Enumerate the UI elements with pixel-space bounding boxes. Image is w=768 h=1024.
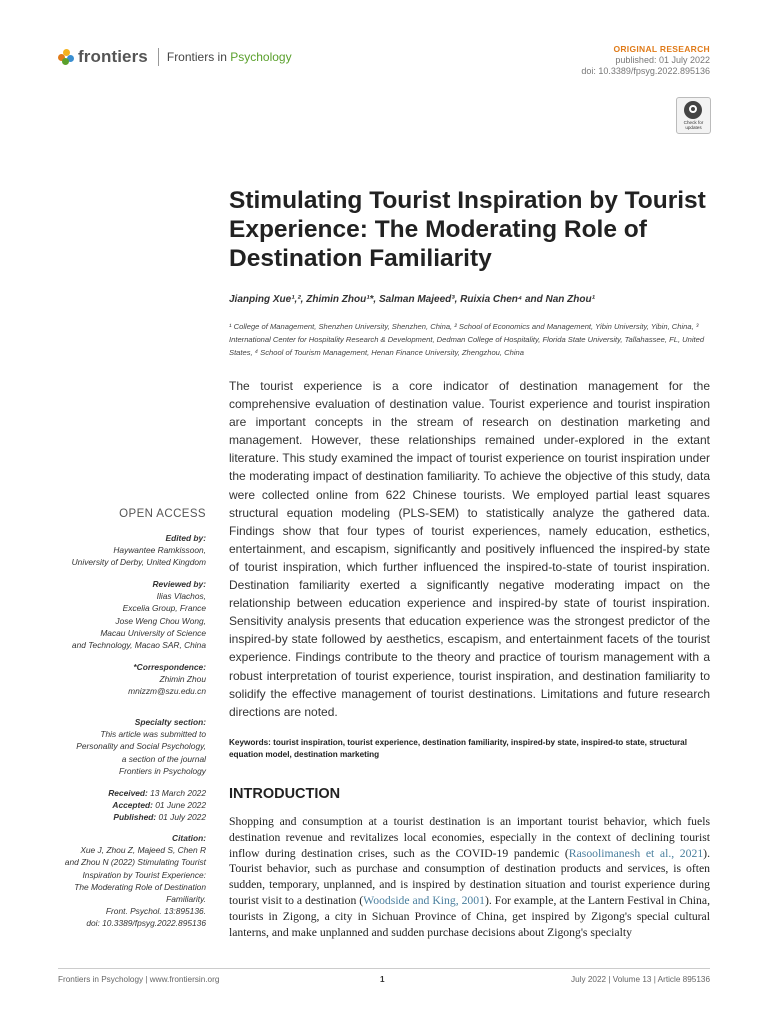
footer-volume: July 2022 | Volume 13 | Article 895136: [571, 975, 710, 984]
check-for-updates-badge[interactable]: [676, 97, 711, 134]
received-line: [108, 787, 206, 799]
footer-journal[interactable]: Frontiers in Psychology | www.frontiersin.org: [58, 975, 220, 984]
introduction-text: [229, 814, 710, 940]
article-type: ORIGINAL RESEARCH: [613, 44, 710, 54]
citation-line: Familiarity.: [166, 894, 206, 905]
open-access-label: OPEN ACCESS: [119, 508, 206, 520]
intro-text-part: Shopping and consumption at a tourist destination is an important tourist behavior, which fuels destination revenue and revitalizes local economies, especially in the context of declining tourist inflow during destination crises, such as the COVID-19 pandemic (: [229, 815, 710, 860]
citation-line: The Moderating Role of Destination: [74, 881, 206, 892]
accepted-line: [108, 799, 206, 811]
edited-by-block: [72, 532, 206, 569]
article-doi[interactable]: doi: 10.3389/fpsyg.2022.895136: [581, 66, 710, 76]
journal-logo[interactable]: [58, 44, 292, 70]
journal-subject: Psychology: [230, 50, 292, 64]
correspondence-name: Zhimin Zhou: [159, 674, 206, 685]
reviewer-line: Excelia Group, France: [122, 603, 206, 614]
article-meta: [581, 44, 710, 77]
keywords-list: tourist inspiration, tourist experience, destination familiarity, inspired-by state, inspired-to state, structural equation model, destination marketing: [229, 738, 687, 760]
reviewer-line: Macau University of Science: [100, 627, 206, 638]
page-number: 1: [380, 975, 385, 984]
check-line-2: updates: [685, 125, 702, 131]
citation-label: Citation:: [172, 833, 206, 843]
intro-text-part: ). Tourist behavior, such as purchase and consumption of destination products and services, is often sudden, temporary, unplanned, and is inspired by destination situation and tourist experience during tourist visit to a destination (: [229, 846, 710, 907]
citation-line: and Zhou N (2022) Stimulating Tourist: [64, 857, 206, 868]
correspondence-block: [128, 661, 206, 698]
check-line-1: Check for: [683, 120, 704, 125]
received-label: Received:: [108, 788, 148, 798]
specialty-label: Specialty section:: [134, 717, 206, 727]
footer-divider: [58, 968, 710, 969]
brand-name: frontiers: [78, 47, 148, 66]
citation-line: Xue J, Zhou Z, Majeed S, Chen R: [80, 845, 206, 856]
published-label: Published:: [113, 812, 157, 823]
journal-prefix: Frontiers in: [166, 50, 231, 64]
specialty-section-block: [76, 716, 206, 777]
published-date: published: 01 July 2022: [615, 55, 710, 65]
check-updates-icon: [684, 101, 702, 119]
citation-block: [65, 832, 206, 930]
citation-link[interactable]: Woodside and King, 2001: [363, 893, 485, 907]
reviewer-line: Ilias Vlachos,: [156, 591, 206, 602]
specialty-line: a section of the journal: [121, 753, 206, 764]
reviewed-by-block: [72, 578, 206, 651]
specialty-line: Personality and Social Psychology,: [76, 741, 206, 752]
reviewed-by-label: Reviewed by:: [152, 579, 206, 589]
dates-block: [108, 787, 206, 824]
keywords-label: Keywords:: [229, 738, 271, 747]
article-title: Stimulating Tourist Inspiration by Tourist Experience: The Moderating Role of Destination Familiarity: [229, 187, 706, 272]
logo-divider: [158, 48, 159, 66]
section-heading-introduction: INTRODUCTION: [229, 786, 341, 802]
specialty-line: This article was submitted to: [100, 729, 206, 740]
author-list: Jianping Xue¹,², Zhimin Zhou¹*, Salman Majeed³, Ruixia Chen⁴ and Nan Zhou¹: [229, 294, 595, 305]
edited-by-label: Edited by:: [165, 533, 206, 543]
editor-line: Haywantee Ramkissoon,: [113, 545, 206, 556]
citation-line: Front. Psychol. 13:895136.: [105, 906, 206, 917]
specialty-line: Frontiers in Psychology: [118, 765, 206, 776]
intro-text-part: ). For example, at the Lantern Festival in China, tourists in Zigong, a city in Sichuan Province of China, get inspired by Zigong's special cultural lanterns, and make unplanned and sudden purchase decisions about Zigong's specialty: [229, 893, 710, 939]
frontiers-logo-icon: [58, 49, 74, 65]
correspondence-label: *Correspondence:: [133, 662, 206, 672]
received-date: 13 March 2022: [150, 788, 206, 798]
published-date-side: 01 July 2022: [158, 812, 206, 823]
reviewer-line: and Technology, Macao SAR, China: [71, 640, 206, 651]
citation-link[interactable]: Rasoolimanesh et al., 2021: [568, 846, 704, 860]
abstract: The tourist experience is a core indicator of destination management for the comprehensive evaluation of destination value. Tourist experience and tourist inspiration are important concepts in the stream of research on destination marketing and management. However, these relationships remained under-explored in the extant literature. This study examined the impact of tourist experience on tourist inspiration under the moderating impact of destination familiarity. To achieve the objective of this study, data were collected online from 622 Chinese tourists. We employed partial least squares structural equation modeling (PLS-SEM) to statistically analyze the gathered data. Findings show that four types of tourist experiences, namely education, esthetics, entertainment, and escapism, significantly and positively influenced the inspired-by state of tourist inspiration, which further influenced the inspired-to-state of tourist inspiration. Destination familiarity exerted a significantly negative moderating impact on the relationship between education experience and inspired-by state of tourist inspiration. Sensitivity analysis presents that education experience was the strongest predictor of the inspired-by state followed by aesthetics, escapism, and entertainment facets of the tourist experience. Findings contribute to the theory and practice of tourism management with a robust interpretation of tourist experience, tourist inspiration, and destination familiarity to solidify the effective management of tourist destinations. Limitations and future research directions are noted.: [229, 379, 710, 719]
check-updates-label: [677, 120, 710, 130]
accepted-date: 01 June 2022: [155, 800, 206, 811]
editor-line: University of Derby, United Kingdom: [71, 557, 206, 568]
accepted-label: Accepted:: [112, 800, 153, 811]
keywords: [229, 737, 710, 762]
citation-line[interactable]: doi: 10.3389/fpsyg.2022.895136: [86, 918, 206, 929]
reviewer-line: Jose Weng Chou Wong,: [115, 615, 206, 626]
published-line: [108, 811, 206, 823]
journal-name: [167, 50, 292, 64]
affiliations: ¹ College of Management, Shenzhen University, Shenzhen, China, ² School of Economics and Management, Yibin University, Yibin, China, ³ International Center for Hospitality Research & Development, Dedman College of Hospitality, Florida State University, Tallahassee, FL, United States, ⁴ School of Tourism Management, Henan Finance University, Zhengzhou, China: [229, 322, 705, 357]
citation-line: Inspiration by Tourist Experience:: [82, 869, 206, 880]
correspondence-email[interactable]: mnizzm@szu.edu.cn: [128, 686, 206, 697]
